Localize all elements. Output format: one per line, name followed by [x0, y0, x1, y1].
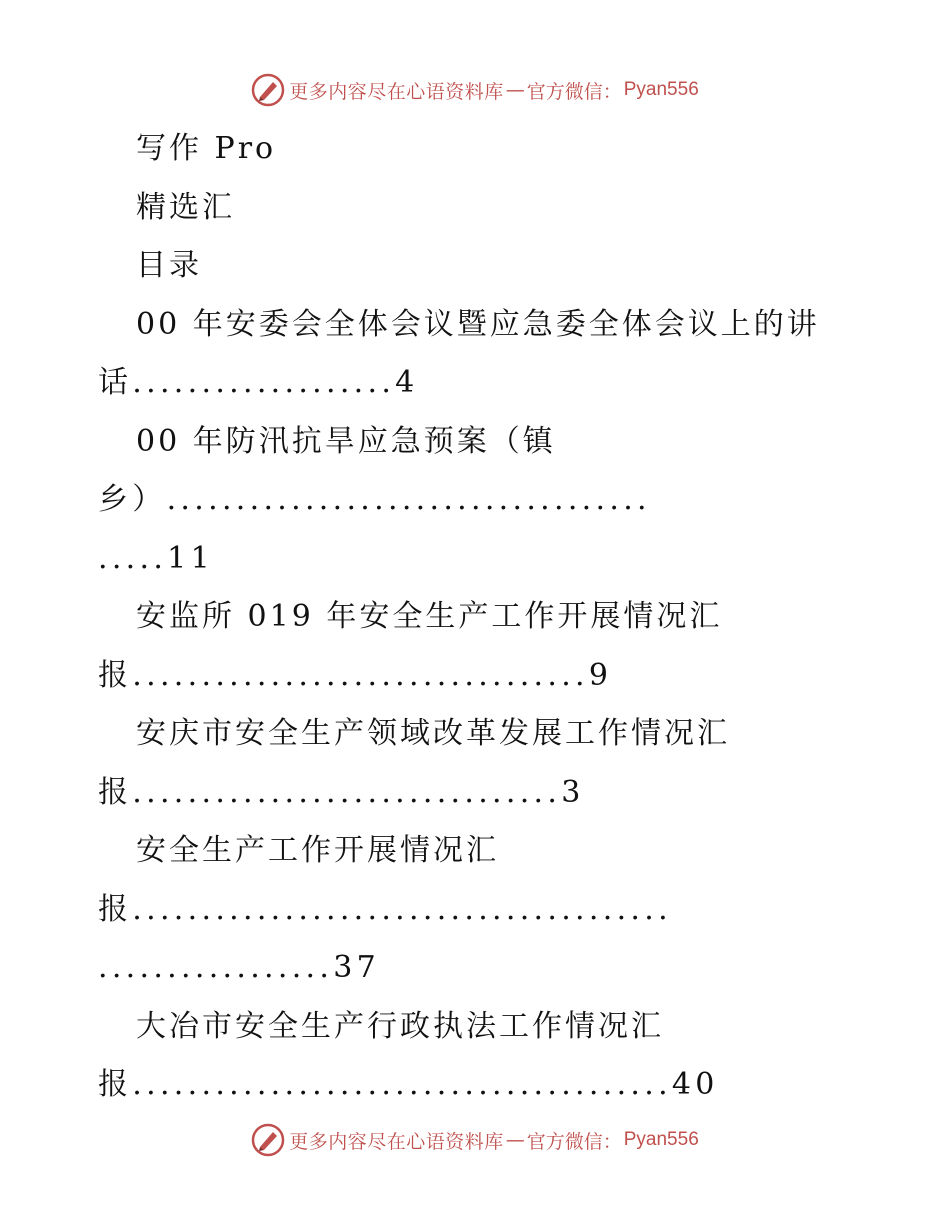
watermark-dash: —: [505, 79, 525, 101]
watermark-banner-top: [0, 70, 950, 110]
pen-logo-icon: [251, 1123, 285, 1157]
toc-entry-1-leader: 话...................4: [98, 365, 419, 400]
watermark-account: Pyan556: [623, 79, 699, 100]
pen-logo-icon: [251, 73, 285, 107]
watermark-text: 更多内容尽在心语资料库: [289, 80, 504, 103]
watermark-official-label: 官方微信：: [526, 80, 622, 103]
heading-line-2: 精选汇: [136, 189, 235, 225]
heading-line-1: 写作 Pro: [136, 131, 277, 166]
toc-entry-3-title: 安监所 019 年安全生产工作开展情况汇: [136, 599, 723, 634]
toc-entry-2-leader: 乡）...................................: [98, 482, 651, 517]
toc-entry-1-title: 00 年安委会全体会议暨应急委全体会议上的讲: [136, 306, 820, 342]
toc-entry-6-leader: 报.......................................40: [98, 1067, 719, 1102]
watermark-official-label: 官方微信：: [526, 1130, 622, 1153]
toc-entry-5-leader-cont: .................37: [98, 950, 380, 985]
toc-entry-3-leader: 报.................................9: [98, 657, 613, 693]
watermark-banner-bottom: [0, 1120, 950, 1160]
toc-entry-2-leader-cont: .....11: [98, 540, 214, 576]
watermark-account: Pyan556: [623, 1129, 699, 1150]
toc-entry-4-leader: 报...............................3: [98, 774, 585, 810]
toc-entry-5-leader: 报.......................................: [98, 891, 672, 927]
toc-entry-6-title: 大冶市安全生产行政执法工作情况汇: [136, 1008, 664, 1044]
document-body: [98, 120, 848, 1115]
toc-entry-4-title: 安庆市安全生产领域改革发展工作情况汇: [136, 716, 730, 751]
toc-title: 目录: [136, 248, 202, 283]
watermark-dash: —: [505, 1129, 525, 1151]
toc-entry-5-title: 安全生产工作开展情况汇: [136, 833, 499, 868]
toc-entry-2-title: 00 年防汛抗旱应急预案（镇: [136, 423, 556, 459]
watermark-text: 更多内容尽在心语资料库: [289, 1130, 504, 1153]
